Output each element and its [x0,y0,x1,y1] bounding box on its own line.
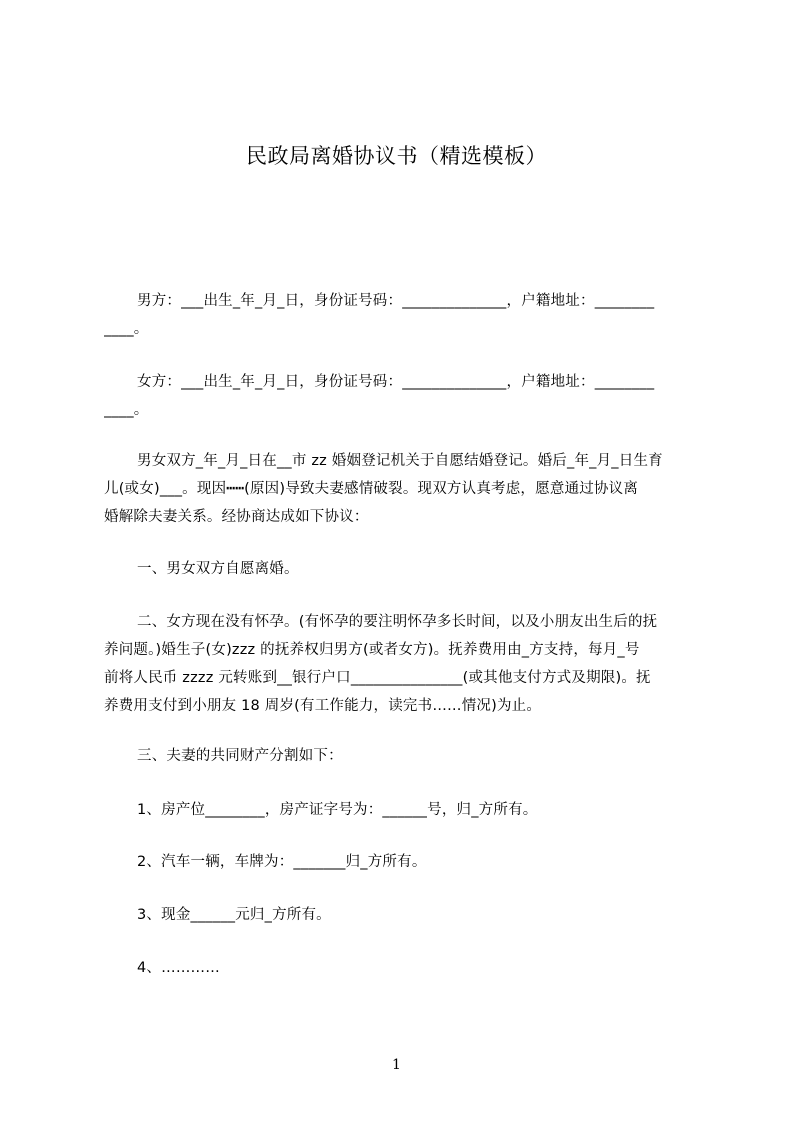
page-number: 1 [392,1057,401,1073]
clause-3 [104,742,710,770]
female-party-line-2: ____。 [104,402,149,418]
clause-1 [104,555,710,583]
property-item-3 [104,901,710,929]
property-item-4-text: 4、………… [137,960,220,976]
property-item-4 [104,954,710,982]
property-item-1-text: 1、房产位________，房产证字号为：______号，归_方所有。 [137,802,538,818]
female-party-paragraph [104,368,710,424]
property-item-2 [104,848,710,876]
clause-2-line-4: 养费用支付到小朋友 18 周岁(有工作能力，读完书……情况)为止。 [104,698,542,714]
clause-2-line-2: 养问题。)婚生子(女)zzz 的抚养权归男方(或者女方)。抚养费用由_方支持，每月_号 [104,642,640,658]
male-party-line-2: ____。 [104,321,149,337]
page-title: 民政局离婚协议书（精选模板） [246,144,547,168]
intro-line-3: 婚解除夫妻关系。经协商达成如下协议： [104,509,369,525]
clause-2-paragraph [104,608,710,720]
clause-2-line-1: 二、女方现在没有怀孕。(有怀孕的要注明怀孕多长时间，以及小朋友出生后的抚 [137,614,658,630]
intro-paragraph [104,447,710,531]
female-party-line-1: 女方：___出生_年_月_日，身份证号码：______________，户籍地址：________ [137,374,655,390]
intro-line-1: 男女双方_年_月_日在__市 zz 婚姻登记机关于自愿结婚登记。婚后_年_月_日生育 [137,453,663,469]
clause-2-line-3: 前将人民币 zzzz 元转账到__银行户口_______________(或其他支付方式及期限)。抚 [104,670,651,686]
male-party-line-1: 男方：___出生_年_月_日，身份证号码：______________，户籍地址：________ [137,293,655,309]
property-item-2-text: 2、汽车一辆，车牌为：_______归_方所有。 [137,854,427,870]
property-item-1 [104,796,710,824]
male-party-paragraph [104,287,710,343]
property-item-3-text: 3、现金______元归_方所有。 [137,907,331,923]
clause-3-text: 三、夫妻的共同财产分割如下： [137,748,343,764]
intro-line-2: 儿(或女)___。现因┅┅(原因)导致夫妻感情破裂。现双方认真考虑，愿意通过协议离 [104,481,639,497]
clause-1-text: 一、男女双方自愿离婚。 [137,561,299,577]
